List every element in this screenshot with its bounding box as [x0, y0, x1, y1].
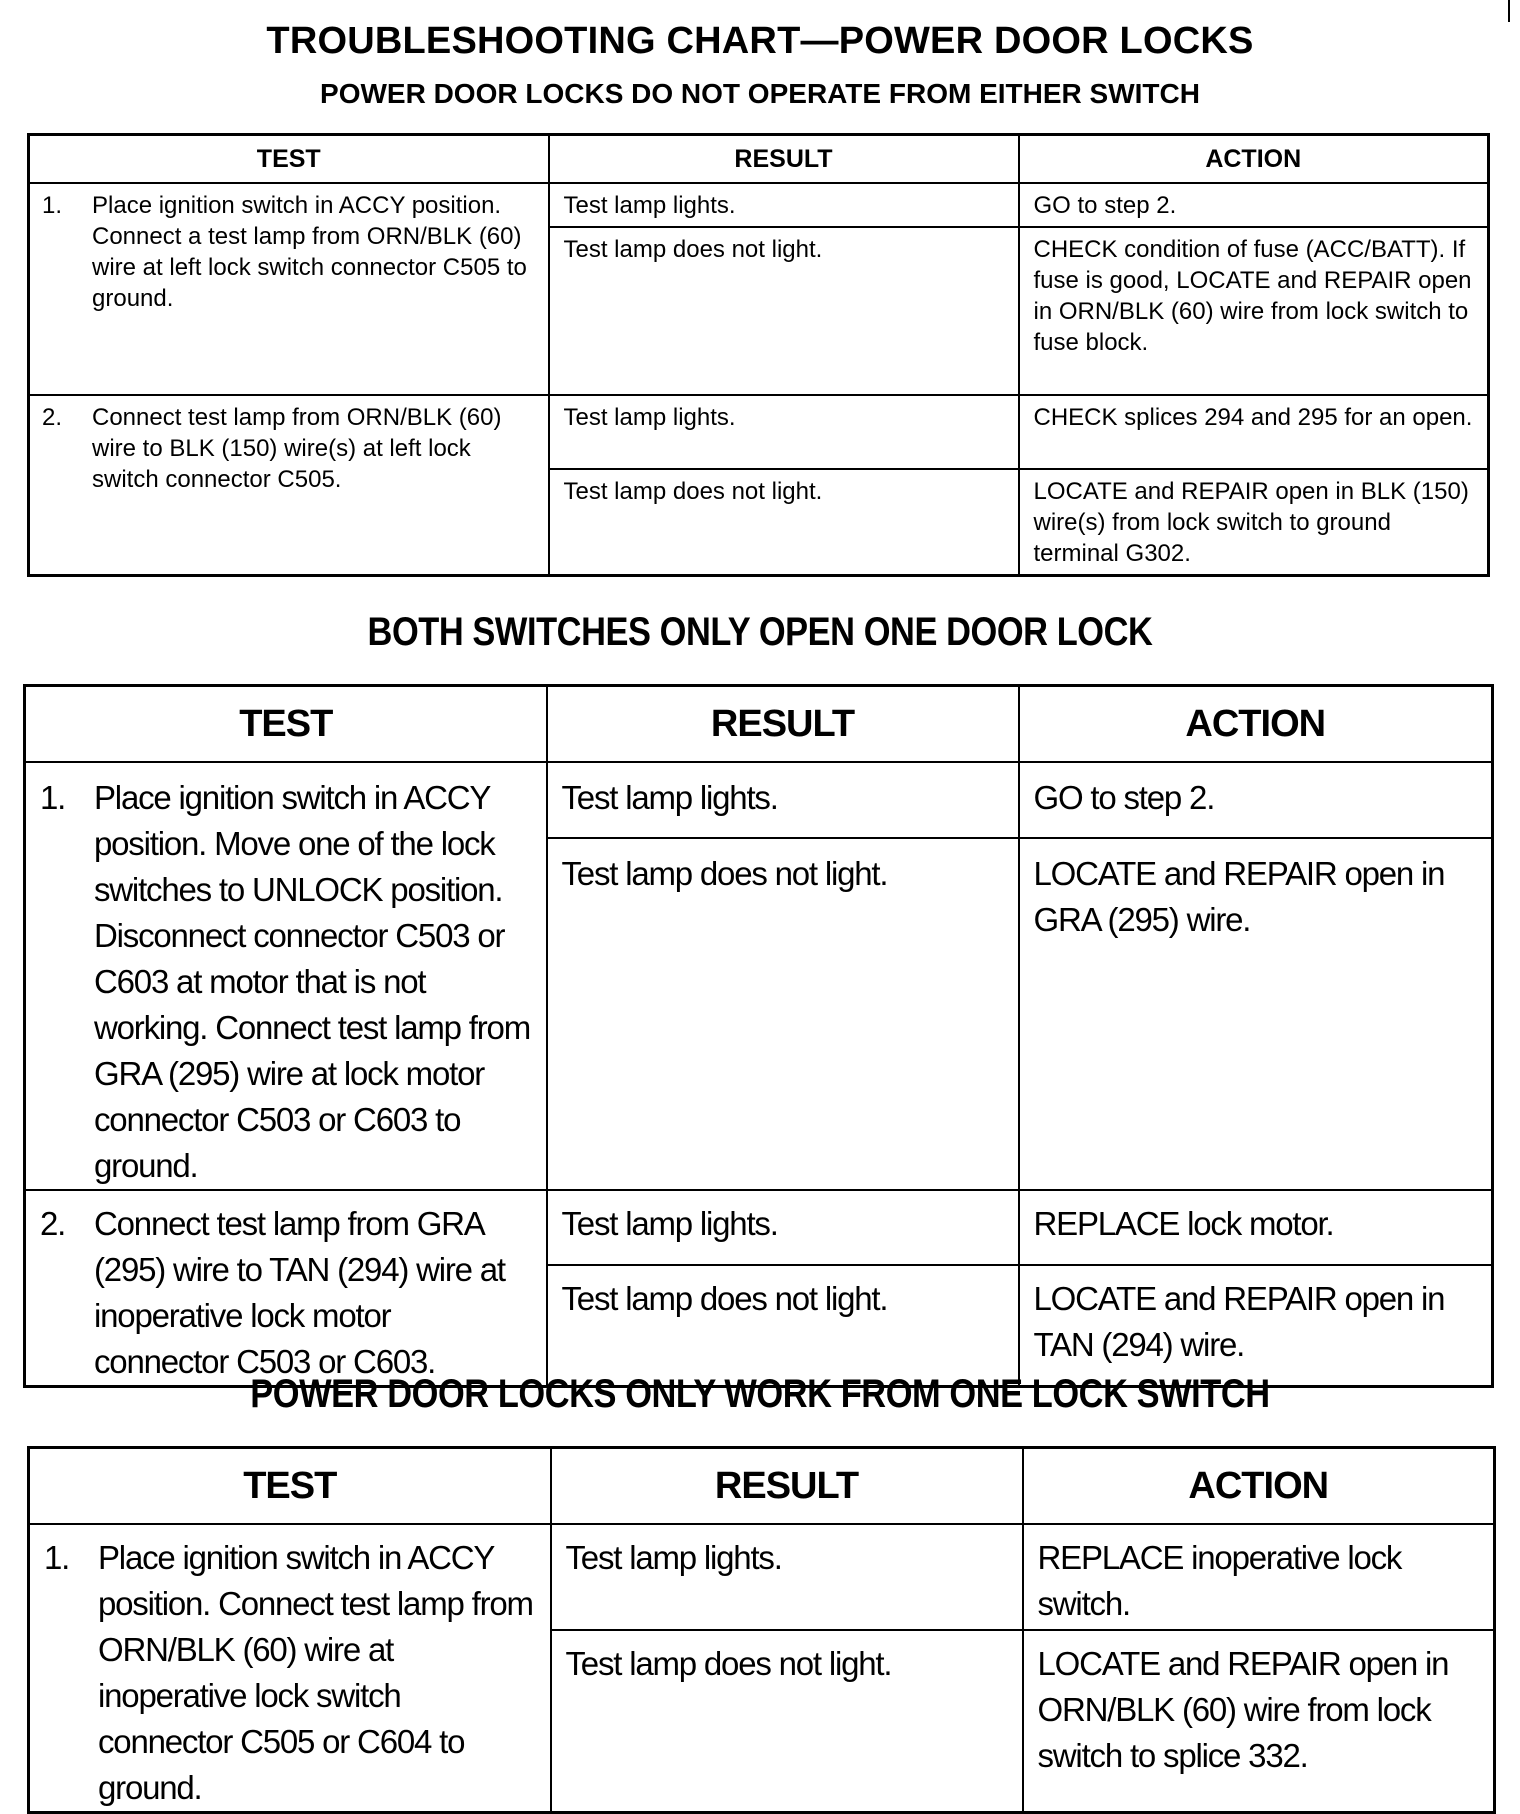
step-number: 2.	[42, 404, 63, 431]
result-text: Test lamp does not light.	[561, 855, 888, 893]
header-result: RESULT	[551, 1448, 1023, 1525]
result-cell	[547, 1265, 1019, 1386]
test-cell	[29, 1524, 551, 1813]
result-cell	[549, 183, 1019, 227]
header-test: TEST	[29, 135, 549, 184]
test-cell	[25, 762, 547, 1190]
test-cell	[29, 395, 549, 575]
step-number: 2.	[40, 1205, 66, 1242]
action-cell	[1019, 1190, 1493, 1265]
step-number: 1.	[40, 779, 66, 816]
header-result: RESULT	[549, 135, 1019, 184]
test-cell	[29, 183, 549, 395]
table-row	[29, 183, 1489, 227]
result-text: Test lamp does not light.	[563, 236, 823, 263]
section-1-title: POWER DOOR LOCKS DO NOT OPERATE FROM EITHER SWITCH	[320, 78, 1200, 109]
result-cell	[547, 762, 1019, 838]
result-cell	[547, 1190, 1019, 1265]
result-text: Test lamp does not light.	[563, 478, 823, 505]
result-text: Test lamp lights.	[565, 1539, 782, 1576]
action-text: REPLACE lock motor.	[1033, 1205, 1334, 1242]
header-action: ACTION	[1023, 1448, 1495, 1525]
action-cell	[1019, 227, 1489, 395]
action-cell	[1019, 395, 1489, 469]
test-text: Connect test lamp from GRA (295) wire to TAN (294) wire at inoperative lock motor connector C503 or C603.	[94, 1205, 505, 1380]
action-text: LOCATE and REPAIR open in BLK (150) wire(s) from lock switch to ground terminal G302.	[1033, 478, 1469, 567]
header-action: ACTION	[1019, 686, 1493, 763]
chart-title: TROUBLESHOOTING CHART—POWER DOOR LOCKS	[266, 20, 1254, 62]
result-text: Test lamp lights.	[563, 192, 736, 219]
table-header-row	[29, 135, 1489, 184]
test-text: Place ignition switch in ACCY position. Connect test lamp from ORN/BLK (60) wire at inoperative lock switch connector C505 or C604 to ground.	[98, 1539, 533, 1806]
action-text: GO to step 2.	[1033, 779, 1215, 816]
edge-mark	[1508, 0, 1510, 22]
section-2-title: BOTH SWITCHES ONLY OPEN ONE DOOR LOCK	[367, 610, 1153, 654]
action-text: REPLACE inoperative lock switch.	[1037, 1539, 1402, 1622]
result-text: Test lamp lights.	[563, 404, 736, 431]
result-cell	[551, 1524, 1023, 1630]
table-row	[29, 395, 1489, 469]
action-cell	[1019, 183, 1489, 227]
table-header-row	[29, 1448, 1495, 1525]
test-text: Place ignition switch in ACCY position. Move one of the lock switches to UNLOCK position. Disconnect connector C503 or C603 at motor that is not working. Connect test lamp from GRA (295) wire at lock motor connector C503 or C603 to ground.	[94, 779, 530, 1184]
test-text: Place ignition switch in ACCY position. Connect a test lamp from ORN/BLK (60) wire at left lock switch connector C505 to ground.	[92, 192, 527, 312]
action-text: GO to step 2.	[1033, 192, 1177, 219]
result-text: Test lamp lights.	[561, 779, 778, 816]
table-row	[29, 1524, 1495, 1630]
table-row	[25, 1190, 1493, 1265]
result-text: Test lamp does not light.	[561, 1280, 888, 1318]
header-test: TEST	[29, 1448, 551, 1525]
step-number: 1.	[44, 1539, 70, 1576]
troubleshooting-table-2	[23, 684, 1494, 1388]
test-text: Connect test lamp from ORN/BLK (60) wire to BLK (150) wire(s) at left lock switch connector C505.	[92, 404, 502, 493]
action-cell	[1023, 1524, 1495, 1630]
section-3-title: POWER DOOR LOCKS ONLY WORK FROM ONE LOCK SWITCH	[250, 1372, 1270, 1416]
action-cell	[1019, 1265, 1493, 1386]
action-text: CHECK splices 294 and 295 for an open.	[1033, 404, 1473, 431]
header-test: TEST	[25, 686, 547, 763]
result-cell	[551, 1630, 1023, 1812]
table-header-row	[25, 686, 1493, 763]
header-result: RESULT	[547, 686, 1019, 763]
troubleshooting-table-3	[27, 1446, 1496, 1814]
table-row	[25, 762, 1493, 838]
result-text: Test lamp does not light.	[565, 1645, 892, 1683]
action-text: LOCATE and REPAIR open in ORN/BLK (60) wire from lock switch to splice 332.	[1037, 1645, 1449, 1775]
action-cell	[1023, 1630, 1495, 1812]
action-cell	[1019, 838, 1493, 1190]
step-number: 1.	[42, 192, 63, 219]
test-cell	[25, 1190, 547, 1387]
result-cell	[549, 469, 1019, 575]
result-cell	[549, 227, 1019, 395]
action-cell	[1019, 469, 1489, 575]
action-text: CHECK condition of fuse (ACC/BATT). If fuse is good, LOCATE and REPAIR open in ORN/BLK (60) wire from lock switch to fuse block.	[1033, 236, 1472, 356]
result-text: Test lamp lights.	[561, 1205, 778, 1242]
action-text: LOCATE and REPAIR open in TAN (294) wire.	[1033, 1280, 1445, 1364]
header-action: ACTION	[1019, 135, 1489, 184]
action-text: LOCATE and REPAIR open in GRA (295) wire.	[1033, 855, 1445, 939]
troubleshooting-table-1	[27, 133, 1490, 577]
result-cell	[547, 838, 1019, 1190]
action-cell	[1019, 762, 1493, 838]
result-cell	[549, 395, 1019, 469]
